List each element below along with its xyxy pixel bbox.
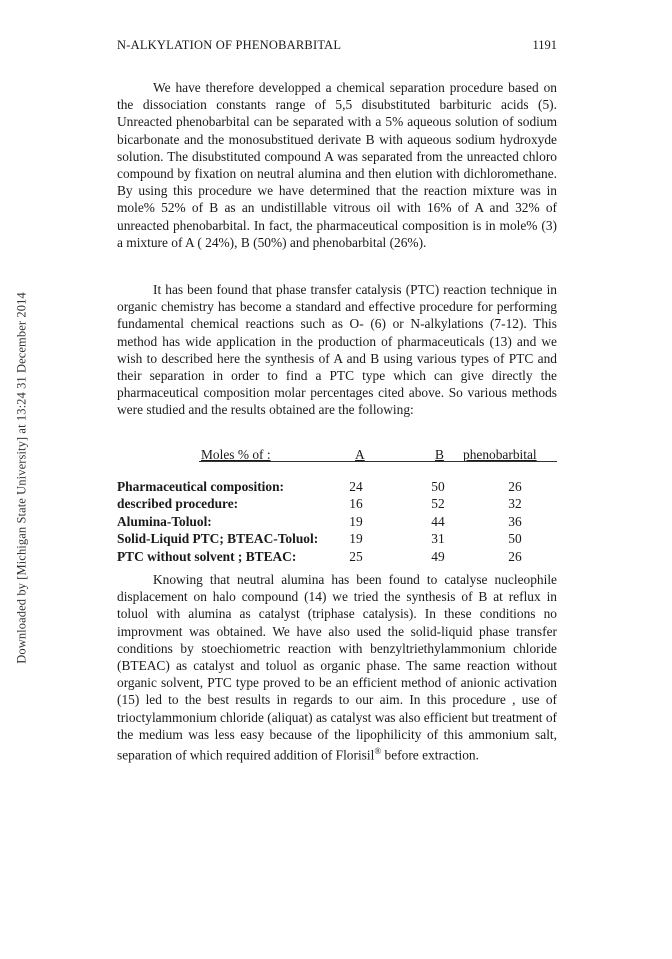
cell-a: 19 <box>349 513 363 529</box>
header-col-phenobarbital: phenobarbital <box>463 447 537 462</box>
table-header <box>117 446 557 464</box>
paragraph-separation-procedure <box>117 79 557 251</box>
row-label: Pharmaceutical composition: <box>117 479 284 494</box>
row-label: PTC without solvent ; BTEAC: <box>117 548 297 564</box>
table-row <box>117 548 557 565</box>
cell-b: 52 <box>431 496 445 512</box>
cell-b: 44 <box>431 513 445 529</box>
running-title: N-ALKYLATION OF PHENOBARBITAL <box>117 38 342 52</box>
paragraph-text: We have therefore developped a chemical separation procedure based on the dissociation constants range of 5,5 disubstituted barbituric acids (5). Unreacted phenobarbital can be separated with a 5% aqueous solution of sodium bicarbonate and the monosubstitued derivate B with aqueous sodium hydroxyde solution. The disubstituted compound A was separated from the unreacted chloro compound by fixation on neutral alumina and then elution with dichloromethane. By using this procedure we have determined that the reaction mixture was in mole% 52% of B as an undistillable vitrous oil with 16% of A and 32% of unreacted phenobarbital. In fact, the pharmaceutical composition is in mole% (3) a mixture of A ( 24%), B (50%) and phenobarbital (26%). <box>117 80 557 250</box>
cell-a: 19 <box>349 531 363 547</box>
cell-b: 50 <box>431 479 445 494</box>
table-row <box>117 495 557 512</box>
running-header <box>117 38 557 54</box>
cell-phenobarbital: 50 <box>508 531 522 547</box>
paragraph-body: Knowing that neutral alumina has been found to catalyse nucleophile displacement on halo compound (14) we tried the synthesis of B at reflux in toluol with alumina as catalyst (triphase catalysis). In these conditions no improvment was obtained. We have also used the solid-liquid phase transfer conditions by stoechiometric reaction with benzyltriethylammonium chloride (BTEAC) as catalyst and toluol as organic phase. The same reaction without organic solvent, PTC type proved to be an efficient method of anionic activation (15) led to the best results in regards to our aim. In this procedure , use of trioctylammonium chloride (aliquat) as catalyst was also efficient but treatment of the medium was less easy because of the lipophilicity of this ammonium salt, separation of which required addition of Florisil <box>117 572 558 763</box>
row-label: described procedure: <box>117 496 239 512</box>
header-underline <box>199 461 557 462</box>
download-note: Downloaded by [Michigan State University] at 13:24 31 December 2014 <box>14 292 29 664</box>
header-col-a: A <box>355 447 365 462</box>
paragraph-ptc-intro <box>117 281 557 419</box>
cell-a: 16 <box>349 496 363 512</box>
cell-phenobarbital: 26 <box>508 548 522 564</box>
header-label: Moles % of : <box>201 447 271 462</box>
results-table <box>117 446 557 565</box>
page-number: 1191 <box>532 38 557 52</box>
row-label: Solid-Liquid PTC; BTEAC-Toluol: <box>117 531 319 547</box>
cell-a: 25 <box>349 548 363 564</box>
cell-phenobarbital: 36 <box>508 513 522 529</box>
cell-a: 24 <box>349 479 363 494</box>
table-row <box>117 530 557 547</box>
cell-b: 49 <box>431 548 445 564</box>
header-col-b: B <box>435 447 444 462</box>
paragraph-alumina-catalysis <box>117 571 557 764</box>
table-row <box>117 513 557 530</box>
paragraph-tail: before extraction. <box>381 747 479 763</box>
row-label: Alumina-Toluol: <box>117 513 212 529</box>
cell-b: 31 <box>431 531 445 547</box>
cell-phenobarbital: 26 <box>508 479 522 494</box>
table-row <box>117 478 557 495</box>
paragraph-text: It has been found that phase transfer catalysis (PTC) reaction technique in organic chemistry has become a standard and effective procedure for performing fundamental chemical reactions such as O- (6) or N-alkylations (7-12). This method has wide application in the production of pharmaceuticals (13) and we wish to described here the synthesis of A and B using various types of PTC and their separation in order to find a PTC type which can give directly the pharmaceutical composition molar percentages cited above. So various methods were studied and the results obtained are the following: <box>117 282 557 418</box>
paragraph-text <box>117 571 557 764</box>
cell-phenobarbital: 32 <box>508 496 522 512</box>
registered-mark: ® <box>374 746 382 757</box>
